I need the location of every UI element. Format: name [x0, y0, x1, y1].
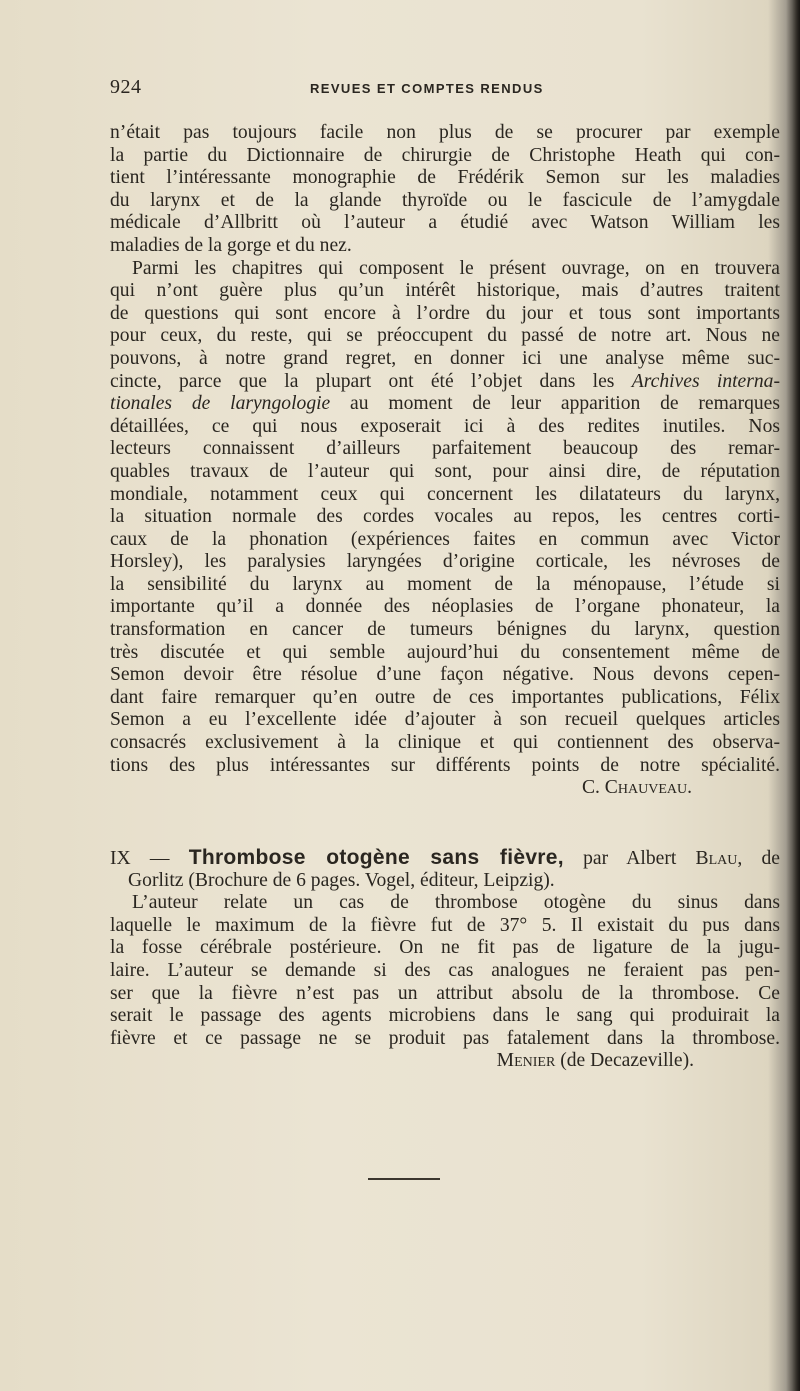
running-head: REVUES ET COMPTES RENDUS [310, 81, 544, 96]
text-line: maladies de la gorge et du nez. [110, 234, 352, 256]
text-line: mondiale, notamment ceux qui concernent les dilatateurs du larynx, [110, 483, 780, 505]
page-header [110, 76, 780, 100]
text-line: importante qu’il a donnée des néoplasies de l’organe phonateur, la [110, 596, 780, 618]
text-line: très discutée et qui semble aujourd’hui du consentement même de [110, 641, 780, 663]
text-line: la sensibilité du larynx au moment de la ménopause, l’étude si [110, 573, 780, 595]
text-line: la fosse cérébrale postérieure. On ne fit pas de ligature de la jugu- [110, 937, 780, 959]
text-line: fièvre et ce passage ne se produit pas fatalement dans la thrombose. [110, 1027, 780, 1049]
text-line: tions des plus intéressantes sur différents points de notre spécialité. [110, 754, 780, 776]
text-line: détaillées, ce qui nous exposerait ici à des redites inutiles. Nos [110, 415, 780, 437]
review-heading [110, 847, 780, 870]
review-title: Thrombose otogène sans fièvre, [188, 847, 564, 869]
text-line [110, 371, 780, 394]
text-line: laquelle le maximum de la fièvre fut de 37° 5. Il existait du pus dans [110, 914, 780, 936]
text-line: la situation normale des cordes vocales au repos, les centres corti- [110, 506, 780, 528]
section-rule [368, 1178, 440, 1180]
page-number: 924 [110, 76, 142, 98]
text-line: ser que la fièvre n’est pas un attribut absolu de la thrombose. Ce [110, 982, 780, 1004]
signature: C. Chauveau. [581, 777, 692, 799]
text-line: pouvons, à notre grand regret, en donner ici une analyse même suc- [110, 347, 780, 369]
text-line: la partie du Dictionnaire de chirurgie de Christophe Heath qui con- [110, 144, 780, 166]
text-line: tient l’intéressante monographie de Frédérik Semon sur les maladies [110, 167, 780, 189]
text-line: médicale d’Allbritt où l’auteur a étudié avec Watson William les [110, 212, 780, 234]
text-line: transformation en cancer de tumeurs bénignes du larynx, question [110, 619, 780, 641]
text-line: consacrés exclusivement à la clinique et qui contiennent des observa- [110, 732, 780, 754]
text-line [110, 393, 780, 416]
text-run: au moment de leur apparition de remarques [330, 393, 780, 415]
text-line: Parmi les chapitres qui composent le présent ouvrage, on en trouvera [132, 257, 780, 279]
text-line: de questions qui sont encore à l’ordre du jour et tous sont importants [110, 302, 780, 324]
text-line: du larynx et de la glande thyroïde ou le fascicule de l’amygdale [110, 189, 780, 211]
text-line: dant faire remarquer qu’en outre de ces importantes publications, Félix [110, 686, 780, 708]
page-edge-shadow [786, 0, 800, 1391]
text-line: n’était pas toujours facile non plus de se procurer par exemple [110, 122, 780, 143]
text-run: , de [737, 848, 780, 869]
text-line: quables travaux de l’auteur qui sont, pour ainsi dire, de réputation [110, 460, 780, 482]
signature-name: Menier [496, 1050, 556, 1072]
signature-place: (de Decazeville). [555, 1050, 694, 1072]
signature [110, 1050, 780, 1073]
text-run: par Albert [563, 848, 696, 869]
text-line: Gorlitz (Brochure de 6 pages. Vogel, éditeur, Leipzig). [128, 869, 555, 891]
text-line: serait le passage des agents microbiens dans le sang qui produirait la [110, 1005, 780, 1027]
text-line: caux de la phonation (expériences faites en commun avec Victor [110, 528, 780, 550]
review-number: IX — [110, 848, 170, 869]
text-run: cincte, parce que la plupart ont été l’objet dans les [110, 370, 632, 392]
text-line: Semon a eu l’excellente idée d’ajouter à son recueil quelques articles [110, 709, 780, 731]
text-line: qui n’ont guère plus qu’un intérêt historique, mais d’autres traitent [110, 280, 780, 302]
text-line: laire. L’auteur se demande si des cas analogues ne feraient pas pen- [110, 959, 780, 981]
text-line: lecteurs connaissent d’ailleurs parfaitement beaucoup des remar- [110, 438, 780, 460]
text-line: Horsley), les paralysies laryngées d’origine corticale, les névroses de [110, 551, 780, 573]
text-line: L’auteur relate un cas de thrombose otogène du sinus dans [132, 892, 780, 914]
author-name: Blau [695, 848, 738, 869]
text-line: pour ceux, du reste, qui se préoccupent du passé de notre art. Nous ne [110, 325, 780, 347]
review-blau [110, 847, 780, 1073]
journal-title-italic: tionales de laryngologie [110, 393, 331, 415]
journal-title-italic: Archives interna- [631, 370, 780, 392]
text-line: Semon devoir être résolue d’une façon négative. Nous devons cepen- [110, 664, 780, 686]
review-chauveau [110, 122, 780, 800]
